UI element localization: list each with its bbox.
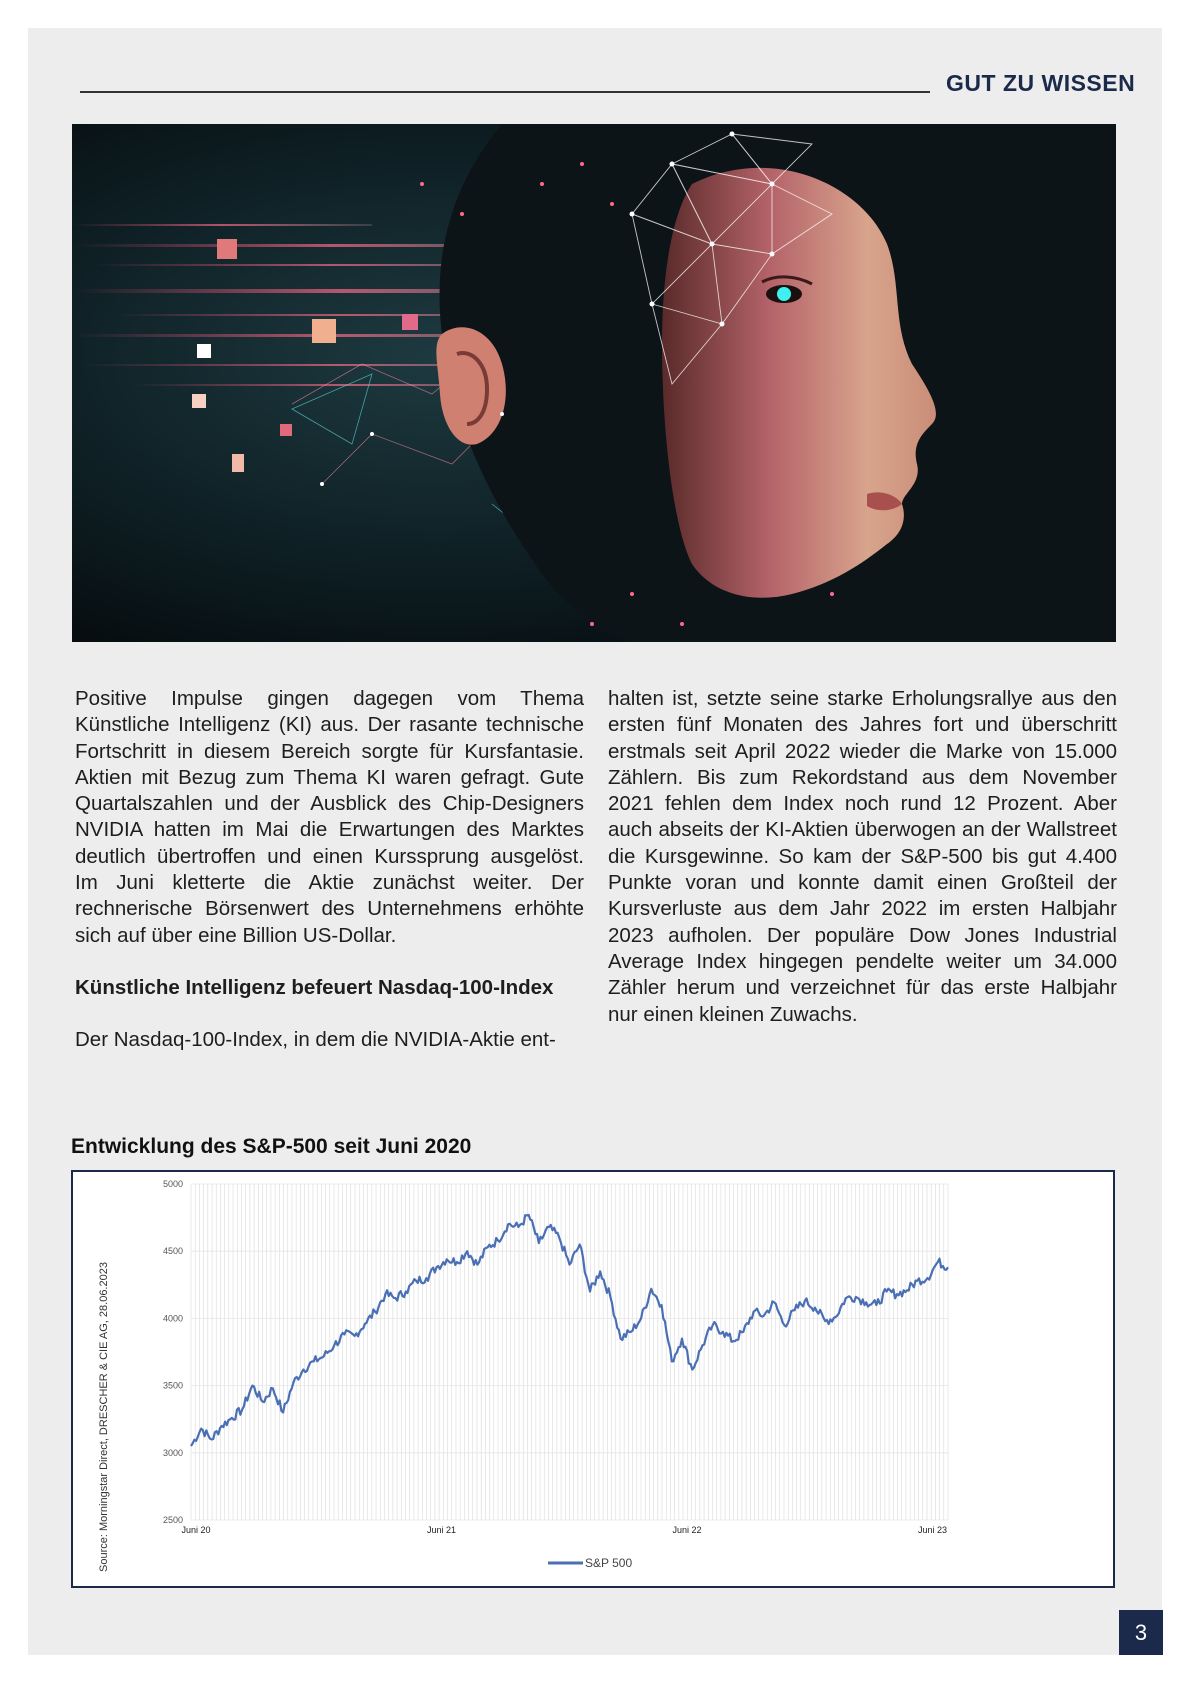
x-tick-label: Juni 20 xyxy=(181,1525,211,1535)
article-subheading: Künstliche Intelligenz befeuert Nasdaq-100-Index xyxy=(75,975,554,999)
source-label: Source: Morningstar Direct, DRESCHER & CIE AG, 28.06.2023 xyxy=(98,1262,110,1572)
x-tick-label: Juni 21 xyxy=(426,1525,457,1535)
paragraph-nasdaq-start: Der Nasdaq-100-Index, in dem die NVIDIA-Aktie ent- xyxy=(75,1028,556,1052)
text-column-right xyxy=(608,686,1117,1028)
chart-title: Entwicklung des S&P-500 seit Juni 2020 xyxy=(71,1135,472,1158)
x-tick-label: Juni 22 xyxy=(672,1525,702,1535)
section-label: GUT ZU WISSEN xyxy=(946,70,1136,96)
x-tick-label: Juni 23 xyxy=(918,1525,948,1535)
legend xyxy=(548,1556,632,1570)
header-rule xyxy=(80,91,930,93)
paragraph-nasdaq-continued: halten ist, setzte seine starke Erholungsrallye aus den ersten fünf Monaten des Jahres fort und überschritt erstmals seit April 2022 wieder die Marke von 15.000 Zählern. Bis zum Rekordstand aus dem November 2021 fehlen dem Index noch rund 12 Prozent. Aber auch abseits der KI-Aktien überwogen an der Wallstreet die Kursgewinne. So kam der S&P-500 bis gut 4.400 Punkte voran und konnte damit einen Großteil der Kursverluste aus dem Jahr 2022 im ersten Halbjahr 2023 aufholen. Der populäre Dow Jones Industrial Average Index hingegen pendelte weiter um 34.000 Zähler herum und verzeichnet für das erste Halbjahr nur einen kleinen Zuwachs. xyxy=(608,687,1117,1026)
y-tick-label: 3000 xyxy=(162,1447,183,1458)
sp500-chart xyxy=(73,1172,1113,1586)
page-number: 3 xyxy=(1119,1610,1163,1655)
y-tick-label: 3500 xyxy=(162,1380,183,1391)
y-tick-label: 5000 xyxy=(162,1179,183,1189)
text-column-left xyxy=(75,686,584,1054)
paragraph-ki-impulse: Positive Impulse gingen dagegen vom Thema Künstliche Intelligenz (KI) aus. Der rasante technische Fortschritt in diesem Bereich sorgte für Kursfantasie. Aktien mit Bezug zum Thema KI waren gefragt. Gute Quartalszahlen und der Ausblick des Chip-Designers NVIDIA hatten im Mai die Erwartungen des Marktes deutlich übertroffen und einen Kurssprung ausgelöst. Im Juni kletterte die Aktie zunächst weiter. Der rechnerische Börsenwert des Unternehmens erhöhte sich auf über eine Billion US-Dollar. xyxy=(75,687,584,947)
hero-image xyxy=(72,124,1116,642)
y-tick-label: 4000 xyxy=(162,1313,183,1324)
ai-face-icon xyxy=(72,124,1116,642)
y-tick-label: 2500 xyxy=(162,1515,183,1525)
chart-frame xyxy=(71,1170,1115,1588)
y-tick-label: 4500 xyxy=(162,1246,183,1257)
legend-label: S&P 500 xyxy=(585,1556,633,1570)
